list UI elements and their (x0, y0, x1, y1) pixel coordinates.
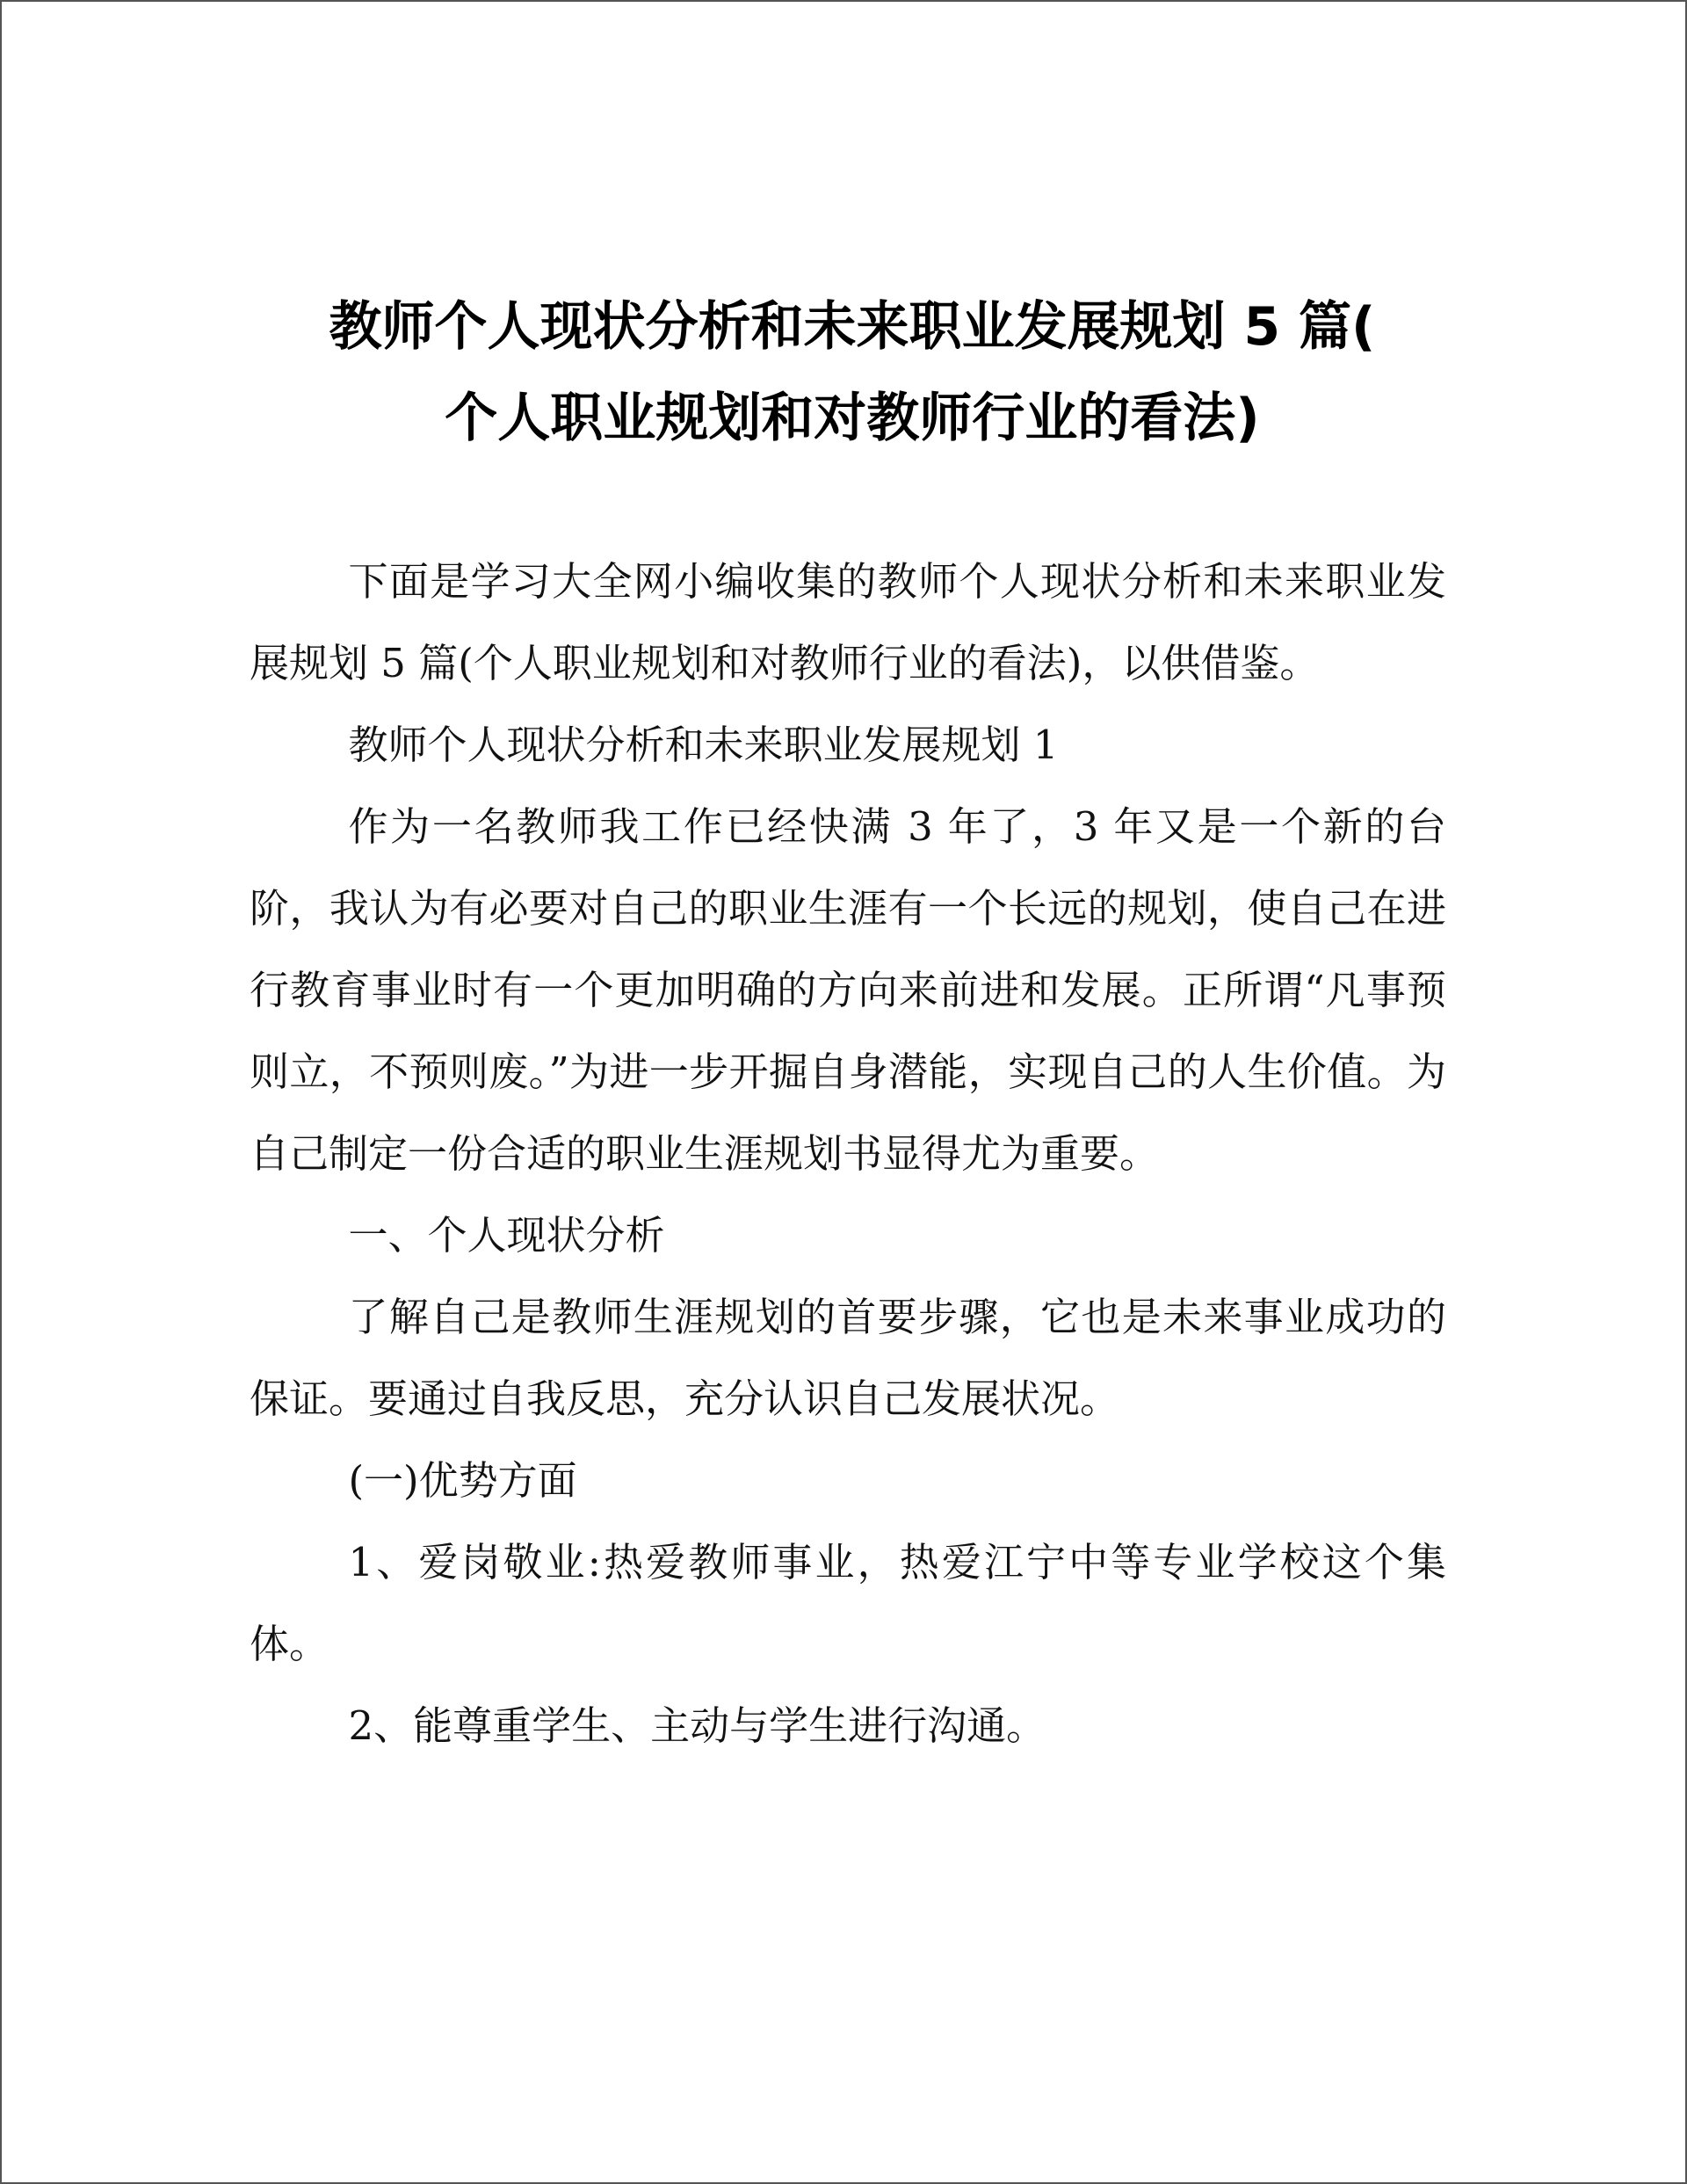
section-heading: 教师个人现状分析和未来职业发展规划 1 (348, 722, 1059, 768)
document-body (250, 541, 1446, 1767)
list-item: 2、能尊重学生、主动与学生进行沟通。 (348, 1702, 1046, 1749)
title-line-1: 教师个人现状分析和未来职业发展规划 5 篇( (329, 296, 1376, 358)
title-line-2: 个人职业规划和对教师行业的看法) (445, 388, 1260, 449)
body-paragraph: 作为一名教师我工作已经快满 3 年了，3 年又是一个新的台阶，我认为有必要对自己的职业生涯有一个长远的规划，使自己在进行教育事业时有一个更加明确的方向来前进和发展。正所谓“凡事预则立，不预则废。”为进一步开掘自身潜能，实现自己的人生价值。为自己制定一份合适的职业生涯规划书显得尤为重要。 (250, 803, 1446, 1177)
subsection-heading: (一)优势方面 (348, 1457, 577, 1504)
intro-paragraph: 下面是学习大全网小编收集的教师个人现状分析和未来职业发展规划 5 篇(个人职业规划和对教师行业的看法)，以供借鉴。 (250, 558, 1446, 686)
list-item: 1、爱岗敬业:热爱教师事业，热爱江宁中等专业学校这个集体。 (250, 1539, 1446, 1667)
subsection-heading: 一、个人现状分析 (348, 1212, 665, 1259)
body-paragraph: 了解自己是教师生涯规划的首要步骤，它也是未来事业成功的保证。要通过自我反思，充分认识自己发展状况。 (250, 1294, 1446, 1422)
document-title (246, 281, 1459, 464)
